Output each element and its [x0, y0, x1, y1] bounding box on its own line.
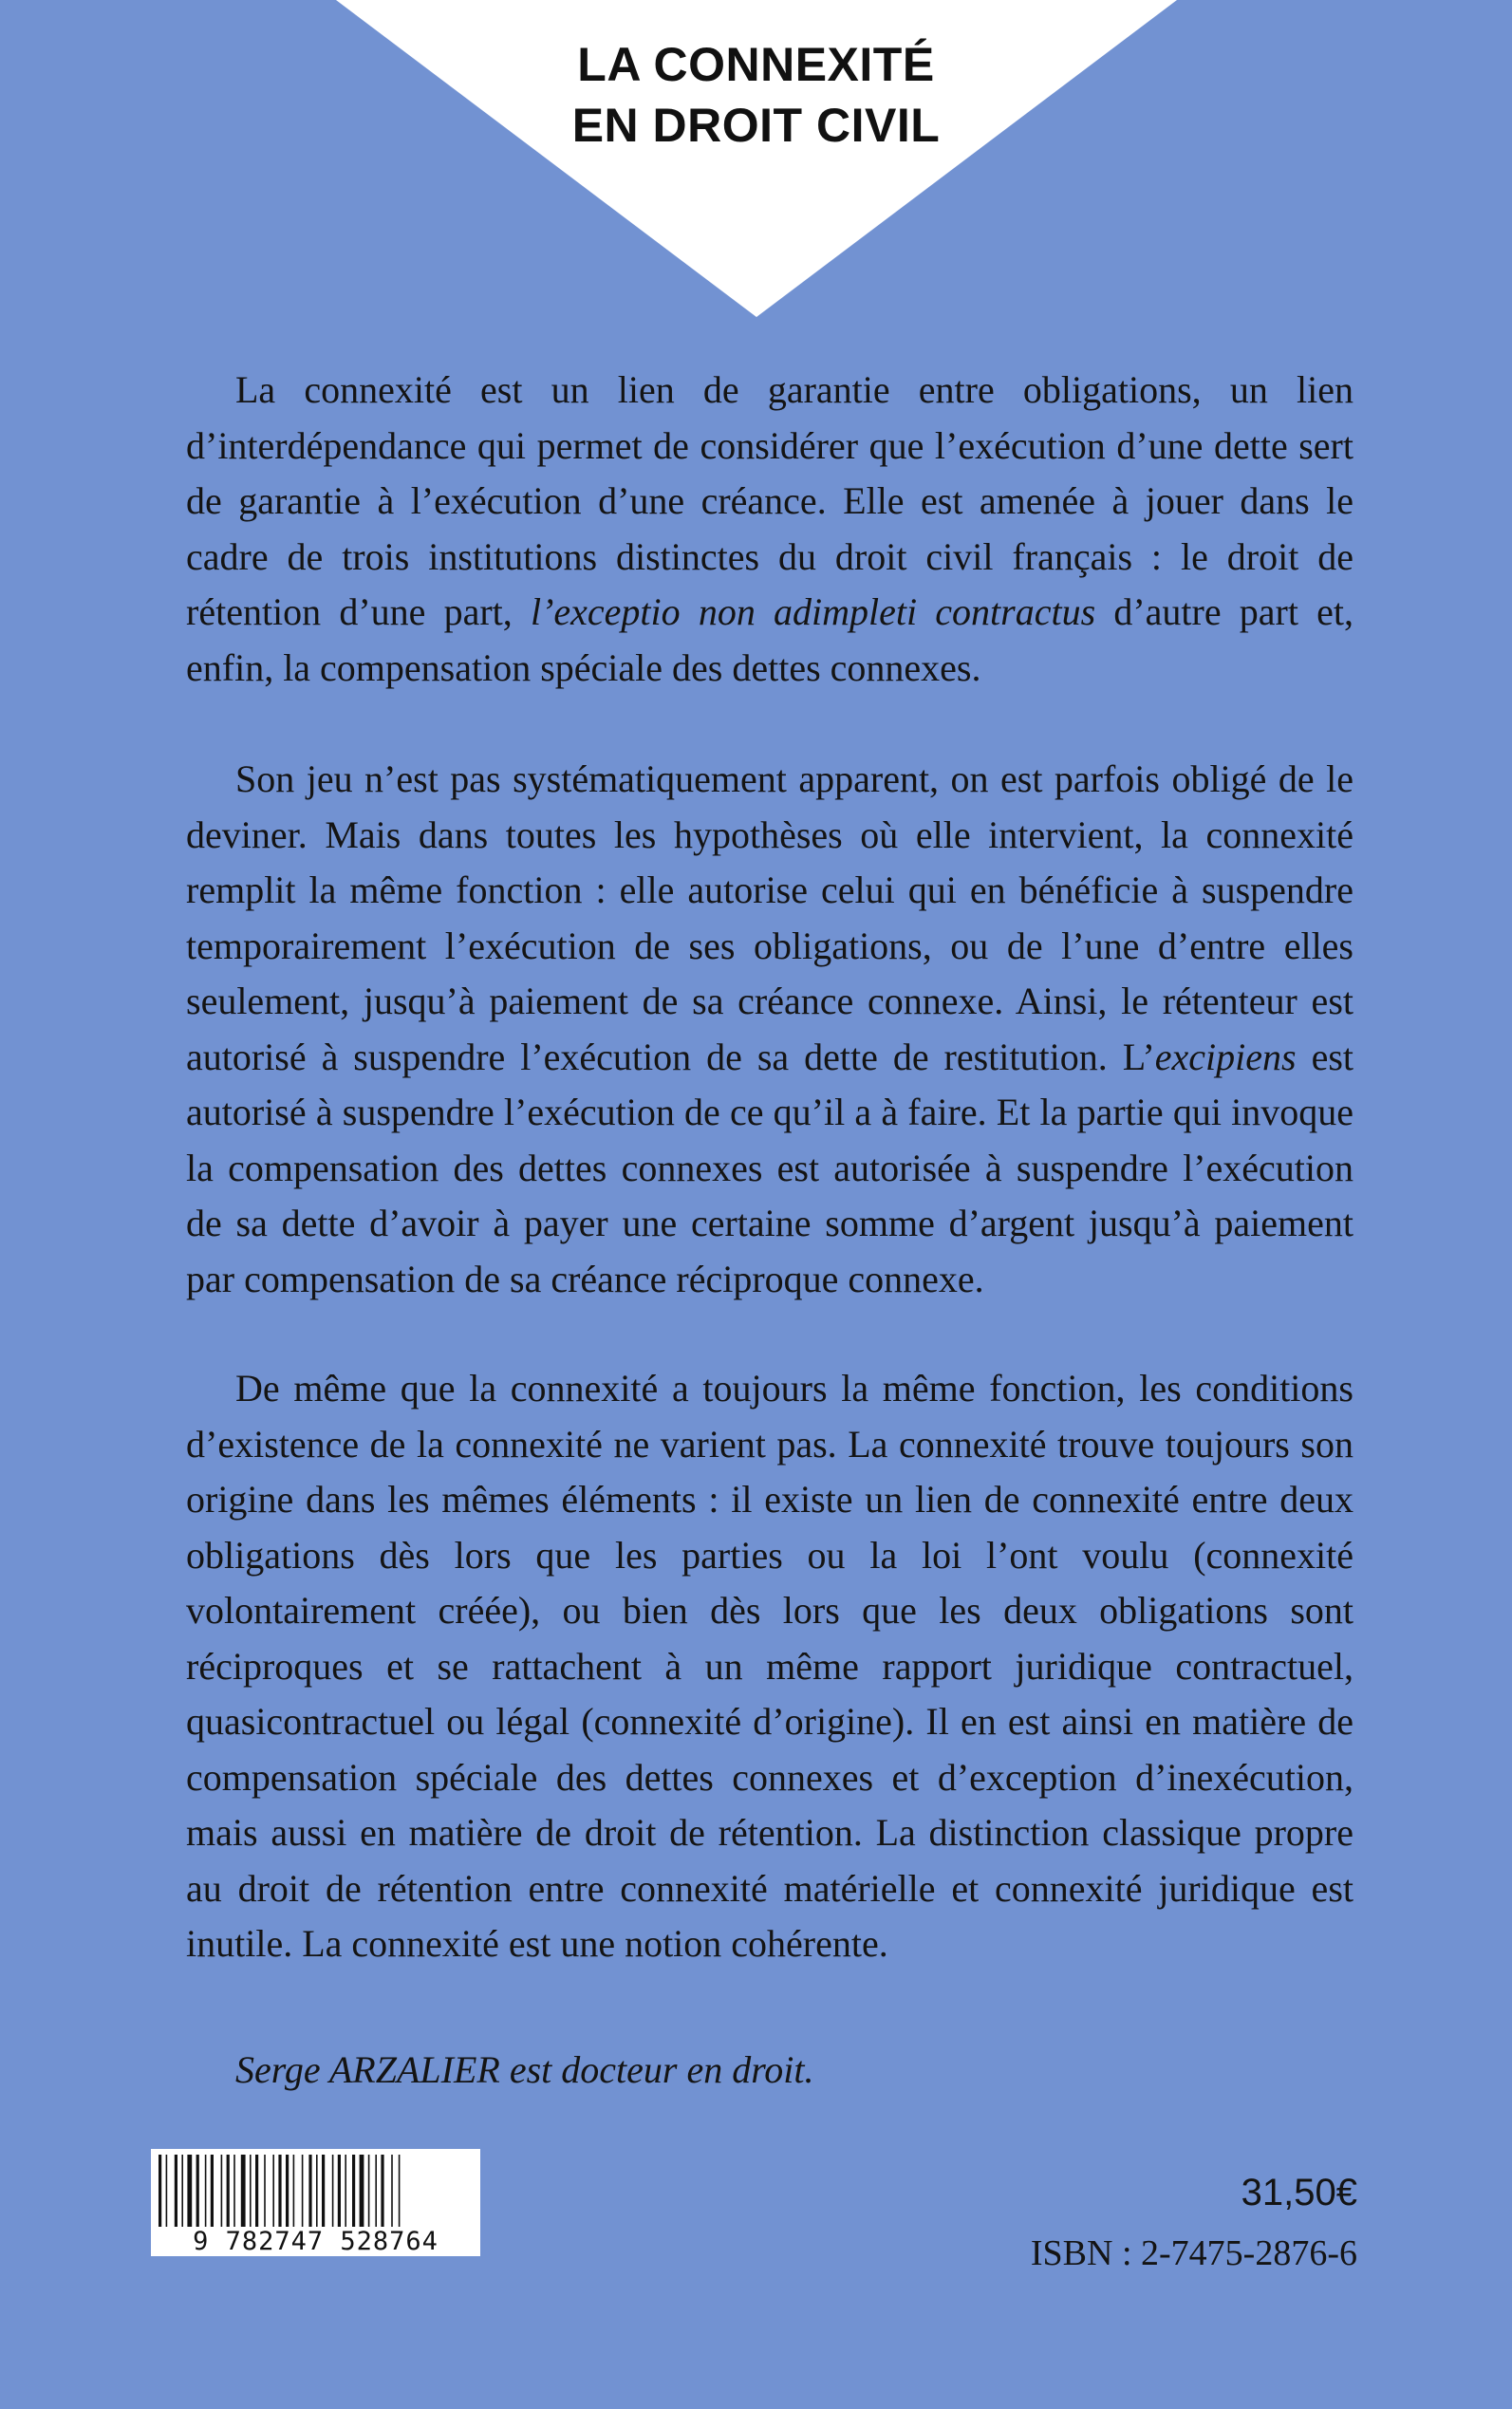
- price-label: 31,50€: [1241, 2172, 1357, 2213]
- book-title: [423, 34, 1089, 156]
- summary-paragraph-2: [186, 752, 1353, 1307]
- title-line-1: LA CONNEXITÉ: [577, 38, 935, 91]
- summary-paragraph-3: [186, 1361, 1353, 1972]
- barcode-bars: [159, 2155, 473, 2227]
- p1-text-a: La connexité est un lien de garantie entre obligations, un lien d’interdépendance qui permet de considérer que l’exécution d’une dette sert de garantie à l’exécution d’une créance. Elle est amenée à jouer dans le cadre de trois institutions distinctes du droit civil français : le droit de rétention d’une part,: [186, 368, 1353, 633]
- barcode: [151, 2149, 480, 2256]
- summary-paragraph-1: [186, 363, 1353, 696]
- barcode-digits: 9 782747 528764: [193, 2227, 439, 2256]
- p2-italic-term: excipiens: [1154, 1035, 1297, 1078]
- title-line-2: EN DROIT CIVIL: [571, 99, 941, 152]
- author-note: Serge ARZALIER est docteur en droit.: [235, 2048, 814, 2091]
- p3-text: De même que la connexité a toujours la même fonction, les conditions d’existence de la connexité ne varient pas. La connexité trouve toujours son origine dans les mêmes éléments : il existe un lien de connexité entre deux obligations dès lors que les parties ou la loi l’ont voulu (connexité volontairement créée), ou bien dès lors que les deux obligations sont réciproques et se rattachent à un même rapport juridique contractuel, quasicontractuel ou légal (connexité d’origine). Il en est ainsi en matière de compensation spéciale des dettes connexes et d’exception d’inexécution, mais aussi en matière de droit de rétention. La distinction classique propre au droit de rétention entre connexité matérielle et connexité juridique est inutile. La connexité est une notion cohérente.: [186, 1367, 1353, 1965]
- p2-text-b: est autorisé à suspendre l’exécution de ce qu’il a à faire. Et la partie qui invoque la compensation des dettes connexes est autorisée à suspendre l’exécution de sa dette d’avoir à payer une certaine somme d’argent jusqu’à paiement par compensation de sa créance réciproque connexe.: [186, 1035, 1354, 1300]
- isbn-label: ISBN : 2-7475-2876-6: [1030, 2233, 1357, 2273]
- p2-text-a: Son jeu n’est pas systématiquement apparent, on est parfois obligé de le deviner. Mais dans toutes les hypothèses où elle intervient, la connexité remplit la même fonction : elle autorise celui qui en bénéficie à suspendre temporairement l’exécution de ses obligations, ou de l’une d’entre elles seulement, jusqu’à paiement de sa créance connexe. Ainsi, le rétenteur est autorisé à suspendre l’exécution de sa dette de restitution. L’: [186, 757, 1353, 1078]
- p1-italic-term: l’exceptio non adimpleti contractus: [530, 590, 1096, 633]
- p1-text-b: d’autre part et, enfin, la compensation spéciale des dettes connexes.: [186, 590, 1353, 689]
